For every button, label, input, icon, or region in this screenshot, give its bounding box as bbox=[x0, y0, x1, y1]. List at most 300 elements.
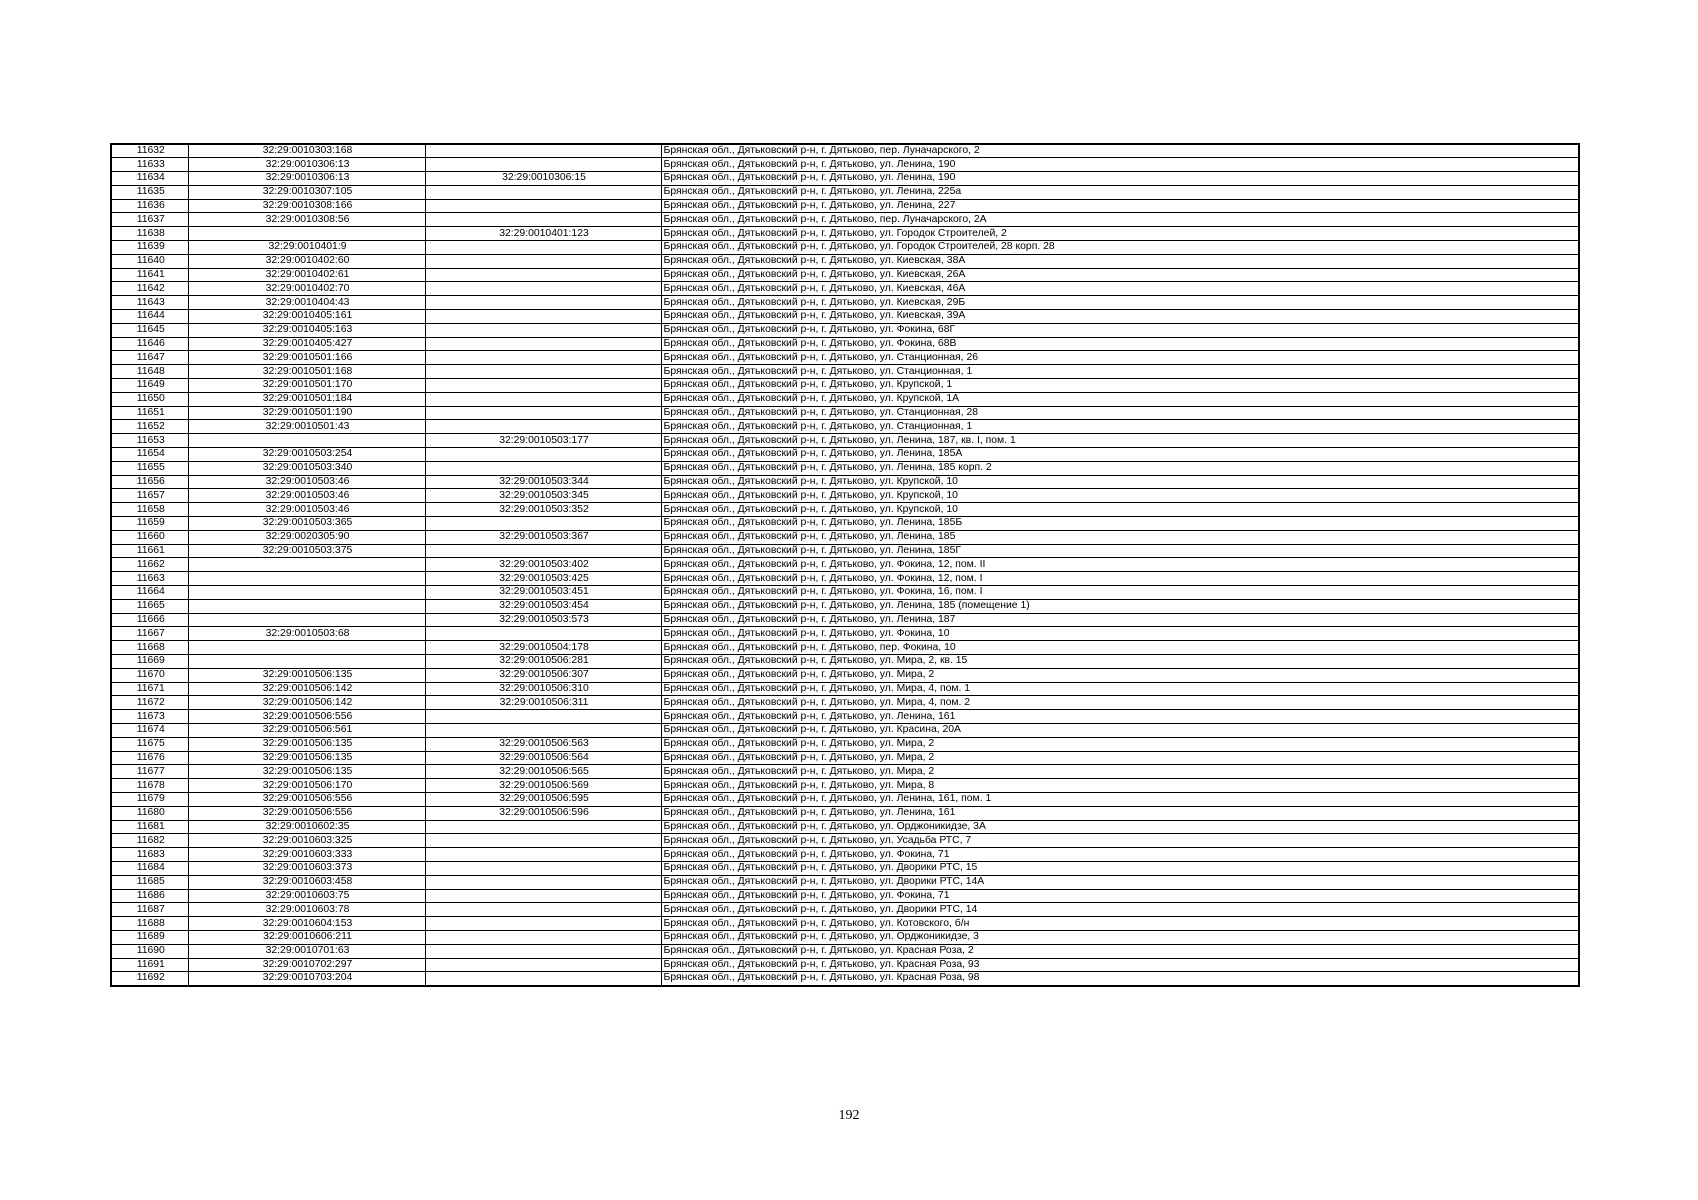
object-cadastral-number-cell bbox=[425, 365, 661, 379]
address-street: ул. Дворики РТС, 14 bbox=[879, 903, 978, 915]
address-street: ул. Киевская, 26А bbox=[879, 269, 966, 281]
address-prefix: Брянская обл., Дятьковский р-н, г. Дятьково, bbox=[663, 820, 880, 832]
row-number-cell: 11671 bbox=[111, 682, 188, 696]
address-cell bbox=[661, 848, 1579, 862]
address-cell bbox=[661, 627, 1579, 641]
address-street: ул. Ленина, 185 корп. 2 bbox=[879, 462, 992, 474]
address-cell bbox=[661, 903, 1579, 917]
address-street: ул. Мира, 8 bbox=[879, 779, 935, 791]
object-cadastral-number-cell: 32:29:0010503:451 bbox=[425, 586, 661, 600]
address-cell bbox=[661, 213, 1579, 227]
table-row bbox=[111, 599, 1579, 613]
object-cadastral-number-cell bbox=[425, 392, 661, 406]
cadastral-number-cell: 32:29:0010306:13 bbox=[188, 158, 425, 172]
table-row bbox=[111, 517, 1579, 531]
address-street: ул. Ленина, 225а bbox=[879, 186, 962, 198]
address-cell bbox=[661, 296, 1579, 310]
cadastral-number-cell: 32:29:0010503:46 bbox=[188, 503, 425, 517]
address-street: ул. Станционная, 28 bbox=[879, 407, 979, 419]
table-row bbox=[111, 834, 1579, 848]
address-street: ул. Ленина, 190 bbox=[879, 158, 956, 170]
object-cadastral-number-cell bbox=[425, 627, 661, 641]
cadastral-number-cell: 32:29:0010405:161 bbox=[188, 310, 425, 324]
row-number-cell: 11689 bbox=[111, 930, 188, 944]
row-number-cell: 11677 bbox=[111, 765, 188, 779]
address-prefix: Брянская обл., Дятьковский р-н, г. Дятьково, bbox=[663, 834, 880, 846]
address-street: ул. Киевская, 39А bbox=[879, 310, 966, 322]
address-street: ул. Красная Роза, 93 bbox=[879, 958, 980, 970]
cadastral-number-cell: 32:29:0010503:340 bbox=[188, 461, 425, 475]
row-number-cell: 11666 bbox=[111, 613, 188, 627]
cadastral-number-cell: 32:29:0010501:168 bbox=[188, 365, 425, 379]
object-cadastral-number-cell bbox=[425, 834, 661, 848]
registry-sheet bbox=[110, 143, 1578, 987]
cadastral-number-cell: 32:29:0020305:90 bbox=[188, 530, 425, 544]
address-prefix: Брянская обл., Дятьковский р-н, г. Дятьково, bbox=[663, 296, 880, 308]
cadastral-number-cell: 32:29:0010501:190 bbox=[188, 406, 425, 420]
table-row bbox=[111, 848, 1579, 862]
address-cell bbox=[661, 337, 1579, 351]
cadastral-number-cell: 32:29:0010506:142 bbox=[188, 696, 425, 710]
row-number-cell: 11683 bbox=[111, 848, 188, 862]
cadastral-number-cell: 32:29:0010702:297 bbox=[188, 958, 425, 972]
table-row bbox=[111, 696, 1579, 710]
address-cell bbox=[661, 544, 1579, 558]
address-street: ул. Ленина, 185 bbox=[879, 531, 956, 543]
row-number-cell: 11667 bbox=[111, 627, 188, 641]
address-prefix: Брянская обл., Дятьковский р-н, г. Дятьково, bbox=[663, 338, 880, 350]
cadastral-number-cell bbox=[188, 558, 425, 572]
table-row bbox=[111, 296, 1579, 310]
cadastral-number-cell: 32:29:0010306:13 bbox=[188, 172, 425, 186]
object-cadastral-number-cell bbox=[425, 323, 661, 337]
object-cadastral-number-cell bbox=[425, 448, 661, 462]
row-number-cell: 11690 bbox=[111, 944, 188, 958]
address-cell bbox=[661, 654, 1579, 668]
object-cadastral-number-cell bbox=[425, 268, 661, 282]
table-row bbox=[111, 199, 1579, 213]
table-row bbox=[111, 586, 1579, 600]
cadastral-number-cell: 32:29:0010308:56 bbox=[188, 213, 425, 227]
cadastral-number-cell: 32:29:0010405:427 bbox=[188, 337, 425, 351]
address-street: ул. Красная Роза, 98 bbox=[879, 972, 980, 984]
address-street: ул. Мира, 2 bbox=[879, 738, 935, 750]
address-prefix: Брянская обл., Дятьковский р-н, г. Дятьково, bbox=[663, 545, 880, 556]
cadastral-number-cell: 32:29:0010303:168 bbox=[188, 144, 425, 158]
object-cadastral-number-cell: 32:29:0010503:454 bbox=[425, 599, 661, 613]
table-row bbox=[111, 489, 1579, 503]
row-number-cell: 11658 bbox=[111, 503, 188, 517]
cadastral-number-cell: 32:29:0010506:561 bbox=[188, 723, 425, 737]
object-cadastral-number-cell bbox=[425, 199, 661, 213]
object-cadastral-number-cell bbox=[425, 461, 661, 475]
object-cadastral-number-cell: 32:29:0010506:564 bbox=[425, 751, 661, 765]
address-prefix: Брянская обл., Дятьковский р-н, г. Дятьково, bbox=[663, 600, 880, 612]
row-number-cell: 11633 bbox=[111, 158, 188, 172]
row-number-cell: 11685 bbox=[111, 875, 188, 889]
cadastral-number-cell: 32:29:0010606:211 bbox=[188, 930, 425, 944]
object-cadastral-number-cell bbox=[425, 337, 661, 351]
object-cadastral-number-cell bbox=[425, 351, 661, 365]
row-number-cell: 11663 bbox=[111, 572, 188, 586]
cadastral-number-cell bbox=[188, 227, 425, 241]
address-cell bbox=[661, 806, 1579, 820]
row-number-cell: 11639 bbox=[111, 241, 188, 255]
row-number-cell: 11644 bbox=[111, 310, 188, 324]
table-row bbox=[111, 682, 1579, 696]
address-prefix: Брянская обл., Дятьковский р-н, г. Дятьково, bbox=[663, 724, 880, 736]
cadastral-number-cell bbox=[188, 572, 425, 586]
address-prefix: Брянская обл., Дятьковский р-н, г. Дятьково, bbox=[663, 241, 880, 253]
row-number-cell: 11651 bbox=[111, 406, 188, 420]
object-cadastral-number-cell bbox=[425, 958, 661, 972]
address-street: ул. Ленина, 161 bbox=[879, 807, 956, 819]
row-number-cell: 11682 bbox=[111, 834, 188, 848]
cadastral-number-cell: 32:29:0010506:142 bbox=[188, 682, 425, 696]
object-cadastral-number-cell bbox=[425, 723, 661, 737]
object-cadastral-number-cell: 32:29:0010506:565 bbox=[425, 765, 661, 779]
cadastral-number-cell: 32:29:0010503:46 bbox=[188, 489, 425, 503]
cadastral-number-cell: 32:29:0010402:61 bbox=[188, 268, 425, 282]
cadastral-number-cell bbox=[188, 641, 425, 655]
address-prefix: Брянская обл., Дятьковский р-н, г. Дятьково, bbox=[663, 531, 880, 543]
table-row bbox=[111, 917, 1579, 931]
address-cell bbox=[661, 586, 1579, 600]
row-number-cell: 11641 bbox=[111, 268, 188, 282]
address-prefix: Брянская обл., Дятьковский р-н, г. Дятьково, bbox=[663, 186, 880, 198]
object-cadastral-number-cell: 32:29:0010503:573 bbox=[425, 613, 661, 627]
address-prefix: Брянская обл., Дятьковский р-н, г. Дятьково, bbox=[663, 738, 880, 750]
address-prefix: Брянская обл., Дятьковский р-н, г. Дятьково, bbox=[663, 255, 880, 267]
address-street: ул. Ленина, 185Г bbox=[879, 545, 961, 556]
table-row bbox=[111, 544, 1579, 558]
address-street: ул. Ленина, 161 bbox=[879, 710, 956, 722]
table-row bbox=[111, 158, 1579, 172]
row-number-cell: 11637 bbox=[111, 213, 188, 227]
address-street: ул. Мира, 4, пом. 2 bbox=[879, 696, 971, 708]
cadastral-number-cell: 32:29:0010506:556 bbox=[188, 806, 425, 820]
address-cell bbox=[661, 834, 1579, 848]
address-prefix: Брянская обл., Дятьковский р-н, г. Дятьково, bbox=[663, 669, 880, 681]
object-cadastral-number-cell bbox=[425, 544, 661, 558]
address-prefix: Брянская обл., Дятьковский р-н, г. Дятьково, bbox=[663, 655, 880, 667]
row-number-cell: 11659 bbox=[111, 517, 188, 531]
row-number-cell: 11691 bbox=[111, 958, 188, 972]
address-prefix: Брянская обл., Дятьковский р-н, г. Дятьково, bbox=[663, 765, 880, 777]
object-cadastral-number-cell bbox=[425, 861, 661, 875]
address-street: ул. Киевская, 38А bbox=[879, 255, 966, 267]
cadastral-number-cell: 32:29:0010603:78 bbox=[188, 903, 425, 917]
address-prefix: Брянская обл., Дятьковский р-н, г. Дятьково, bbox=[663, 517, 880, 529]
object-cadastral-number-cell: 32:29:0010503:425 bbox=[425, 572, 661, 586]
row-number-cell: 11656 bbox=[111, 475, 188, 489]
address-cell bbox=[661, 751, 1579, 765]
address-street: ул. Мира, 4, пом. 1 bbox=[879, 682, 971, 694]
cadastral-number-cell: 32:29:0010501:170 bbox=[188, 379, 425, 393]
object-cadastral-number-cell: 32:29:0010506:596 bbox=[425, 806, 661, 820]
table-row bbox=[111, 241, 1579, 255]
address-cell bbox=[661, 558, 1579, 572]
address-prefix: Брянская обл., Дятьковский р-н, г. Дятьково, bbox=[663, 420, 880, 432]
address-cell bbox=[661, 710, 1579, 724]
row-number-cell: 11679 bbox=[111, 792, 188, 806]
table-row bbox=[111, 213, 1579, 227]
object-cadastral-number-cell bbox=[425, 144, 661, 158]
row-number-cell: 11640 bbox=[111, 254, 188, 268]
row-number-cell: 11670 bbox=[111, 668, 188, 682]
address-prefix: Брянская обл., Дятьковский р-н, г. Дятьково, bbox=[663, 282, 880, 294]
address-cell bbox=[661, 489, 1579, 503]
object-cadastral-number-cell bbox=[425, 296, 661, 310]
address-prefix: Брянская обл., Дятьковский р-н, г. Дятьково, bbox=[663, 779, 880, 791]
row-number-cell: 11655 bbox=[111, 461, 188, 475]
address-cell bbox=[661, 379, 1579, 393]
table-row bbox=[111, 958, 1579, 972]
address-prefix: Брянская обл., Дятьковский р-н, г. Дятьково, bbox=[663, 972, 880, 984]
address-street: ул. Мира, 2 bbox=[879, 751, 935, 763]
address-prefix: Брянская обл., Дятьковский р-н, г. Дятьково, bbox=[663, 379, 880, 391]
address-prefix: Брянская обл., Дятьковский р-н, г. Дятьково, bbox=[663, 807, 880, 819]
address-prefix: Брянская обл., Дятьковский р-н, г. Дятьково, bbox=[663, 462, 880, 474]
object-cadastral-number-cell bbox=[425, 710, 661, 724]
row-number-cell: 11665 bbox=[111, 599, 188, 613]
row-number-cell: 11645 bbox=[111, 323, 188, 337]
cadastral-number-cell: 32:29:0010503:68 bbox=[188, 627, 425, 641]
address-prefix: Брянская обл., Дятьковский р-н, г. Дятьково, bbox=[663, 696, 880, 708]
cadastral-number-cell: 32:29:0010701:63 bbox=[188, 944, 425, 958]
row-number-cell: 11688 bbox=[111, 917, 188, 931]
address-cell bbox=[661, 158, 1579, 172]
address-prefix: Брянская обл., Дятьковский р-н, г. Дятьково, bbox=[663, 489, 880, 501]
row-number-cell: 11686 bbox=[111, 889, 188, 903]
address-cell bbox=[661, 613, 1579, 627]
object-cadastral-number-cell bbox=[425, 185, 661, 199]
page-number: 192 bbox=[838, 1108, 860, 1123]
cadastral-number-cell: 32:29:0010604:153 bbox=[188, 917, 425, 931]
address-prefix: Брянская обл., Дятьковский р-н, г. Дятьково, bbox=[663, 558, 880, 570]
cadastral-number-cell bbox=[188, 434, 425, 448]
table-row bbox=[111, 751, 1579, 765]
table-row bbox=[111, 475, 1579, 489]
address-street: ул. Городок Строителей, 2 bbox=[879, 227, 1007, 239]
address-cell bbox=[661, 365, 1579, 379]
table-row bbox=[111, 972, 1579, 986]
address-prefix: Брянская обл., Дятьковский р-н, г. Дятьково, bbox=[663, 503, 880, 515]
address-prefix: Брянская обл., Дятьковский р-н, г. Дятьково, bbox=[663, 848, 880, 860]
address-street: ул. Городок Строителей, 28 корп. 28 bbox=[879, 241, 1055, 253]
address-prefix: Брянская обл., Дятьковский р-н, г. Дятьково, bbox=[663, 917, 880, 929]
object-cadastral-number-cell: 32:29:0010506:595 bbox=[425, 792, 661, 806]
address-prefix: Брянская обл., Дятьковский р-н, г. Дятьково, bbox=[663, 324, 880, 336]
address-cell bbox=[661, 792, 1579, 806]
address-street: ул. Ленина, 185А bbox=[879, 448, 963, 460]
row-number-cell: 11652 bbox=[111, 420, 188, 434]
object-cadastral-number-cell: 32:29:0010503:402 bbox=[425, 558, 661, 572]
address-street: ул. Фокина, 12, пом. I bbox=[879, 572, 983, 584]
address-cell bbox=[661, 254, 1579, 268]
address-cell bbox=[661, 668, 1579, 682]
address-street: ул. Фокина, 68Г bbox=[879, 324, 956, 336]
address-cell bbox=[661, 503, 1579, 517]
object-cadastral-number-cell: 32:29:0010401:123 bbox=[425, 227, 661, 241]
address-street: ул. Киевская, 29Б bbox=[879, 296, 966, 308]
object-cadastral-number-cell: 32:29:0010506:569 bbox=[425, 779, 661, 793]
cadastral-number-cell: 32:29:0010506:135 bbox=[188, 765, 425, 779]
table-row bbox=[111, 668, 1579, 682]
address-prefix: Брянская обл., Дятьковский р-н, г. Дятьково, bbox=[663, 710, 880, 722]
object-cadastral-number-cell bbox=[425, 310, 661, 324]
address-cell bbox=[661, 282, 1579, 296]
address-prefix: Брянская обл., Дятьковский р-н, г. Дятьково, bbox=[663, 200, 880, 212]
address-street: ул. Усадьба РТС, 7 bbox=[879, 834, 972, 846]
address-cell bbox=[661, 461, 1579, 475]
address-cell bbox=[661, 199, 1579, 213]
object-cadastral-number-cell bbox=[425, 241, 661, 255]
row-number-cell: 11646 bbox=[111, 337, 188, 351]
address-street: ул. Фокина, 12, пом. II bbox=[879, 558, 986, 570]
object-cadastral-number-cell bbox=[425, 820, 661, 834]
row-number-cell: 11643 bbox=[111, 296, 188, 310]
registry-table bbox=[110, 143, 1580, 987]
address-street: пер. Фокина, 10 bbox=[879, 641, 956, 653]
address-prefix: Брянская обл., Дятьковский р-н, г. Дятьково, bbox=[663, 476, 880, 488]
table-row bbox=[111, 392, 1579, 406]
table-row bbox=[111, 282, 1579, 296]
row-number-cell: 11661 bbox=[111, 544, 188, 558]
row-number-cell: 11649 bbox=[111, 379, 188, 393]
table-row bbox=[111, 792, 1579, 806]
address-prefix: Брянская обл., Дятьковский р-н, г. Дятьково, bbox=[663, 572, 880, 584]
table-row bbox=[111, 448, 1579, 462]
address-street: ул. Станционная, 1 bbox=[879, 365, 973, 377]
cadastral-number-cell: 32:29:0010307:105 bbox=[188, 185, 425, 199]
object-cadastral-number-cell: 32:29:0010503:345 bbox=[425, 489, 661, 503]
table-row bbox=[111, 889, 1579, 903]
address-street: ул. Крупской, 10 bbox=[879, 503, 958, 515]
address-prefix: Брянская обл., Дятьковский р-н, г. Дятьково, bbox=[663, 876, 880, 888]
table-row bbox=[111, 903, 1579, 917]
table-row bbox=[111, 930, 1579, 944]
address-street: пер. Луначарского, 2А bbox=[879, 213, 987, 225]
table-row bbox=[111, 351, 1579, 365]
address-prefix: Брянская обл., Дятьковский р-н, г. Дятьково, bbox=[663, 158, 880, 170]
address-prefix: Брянская обл., Дятьковский р-н, г. Дятьково, bbox=[663, 862, 880, 874]
object-cadastral-number-cell bbox=[425, 848, 661, 862]
object-cadastral-number-cell: 32:29:0010503:177 bbox=[425, 434, 661, 448]
object-cadastral-number-cell bbox=[425, 379, 661, 393]
address-prefix: Брянская обл., Дятьковский р-н, г. Дятьково, bbox=[663, 613, 880, 625]
cadastral-number-cell bbox=[188, 654, 425, 668]
table-row bbox=[111, 310, 1579, 324]
table-row bbox=[111, 558, 1579, 572]
address-street: ул. Мира, 2 bbox=[879, 669, 935, 681]
row-number-cell: 11672 bbox=[111, 696, 188, 710]
row-number-cell: 11669 bbox=[111, 654, 188, 668]
address-street: ул. Фокина, 71 bbox=[879, 848, 950, 860]
row-number-cell: 11684 bbox=[111, 861, 188, 875]
address-cell bbox=[661, 351, 1579, 365]
row-number-cell: 11634 bbox=[111, 172, 188, 186]
address-cell bbox=[661, 144, 1579, 158]
object-cadastral-number-cell bbox=[425, 903, 661, 917]
row-number-cell: 11674 bbox=[111, 723, 188, 737]
row-number-cell: 11687 bbox=[111, 903, 188, 917]
address-street: ул. Ленина, 187 bbox=[879, 613, 956, 625]
row-number-cell: 11653 bbox=[111, 434, 188, 448]
row-number-cell: 11673 bbox=[111, 710, 188, 724]
cadastral-number-cell: 32:29:0010603:373 bbox=[188, 861, 425, 875]
address-cell bbox=[661, 241, 1579, 255]
row-number-cell: 11657 bbox=[111, 489, 188, 503]
table-row bbox=[111, 641, 1579, 655]
address-cell bbox=[661, 530, 1579, 544]
cadastral-number-cell: 32:29:0010401:9 bbox=[188, 241, 425, 255]
address-prefix: Брянская обл., Дятьковский р-н, г. Дятьково, bbox=[663, 365, 880, 377]
address-street: ул. Красина, 20А bbox=[879, 724, 961, 736]
address-cell bbox=[661, 227, 1579, 241]
row-number-cell: 11692 bbox=[111, 972, 188, 986]
table-row bbox=[111, 765, 1579, 779]
row-number-cell: 11680 bbox=[111, 806, 188, 820]
object-cadastral-number-cell bbox=[425, 917, 661, 931]
address-cell bbox=[661, 779, 1579, 793]
cadastral-number-cell: 32:29:0010602:35 bbox=[188, 820, 425, 834]
address-cell bbox=[661, 972, 1579, 986]
address-prefix: Брянская обл., Дятьковский р-н, г. Дятьково, bbox=[663, 172, 880, 184]
row-number-cell: 11635 bbox=[111, 185, 188, 199]
address-street: пер. Луначарского, 2 bbox=[879, 145, 980, 157]
address-street: ул. Станционная, 1 bbox=[879, 420, 973, 432]
address-street: ул. Киевская, 46А bbox=[879, 282, 966, 294]
address-street: ул. Красная Роза, 2 bbox=[879, 945, 974, 957]
address-cell bbox=[661, 420, 1579, 434]
address-street: ул. Мира, 2, кв. 15 bbox=[879, 655, 968, 667]
object-cadastral-number-cell bbox=[425, 213, 661, 227]
table-row bbox=[111, 530, 1579, 544]
address-street: ул. Ленина, 185Б bbox=[879, 517, 963, 529]
address-cell bbox=[661, 875, 1579, 889]
cadastral-number-cell: 32:29:0010501:184 bbox=[188, 392, 425, 406]
cadastral-number-cell: 32:29:0010405:163 bbox=[188, 323, 425, 337]
row-number-cell: 11660 bbox=[111, 530, 188, 544]
address-prefix: Брянская обл., Дятьковский р-н, г. Дятьково, bbox=[663, 351, 880, 363]
table-row bbox=[111, 461, 1579, 475]
address-street: ул. Фокина, 16, пом. I bbox=[879, 586, 983, 598]
address-street: ул. Дворики РТС, 14А bbox=[879, 876, 985, 888]
row-number-cell: 11681 bbox=[111, 820, 188, 834]
table-row bbox=[111, 337, 1579, 351]
cadastral-number-cell: 32:29:0010501:166 bbox=[188, 351, 425, 365]
address-cell bbox=[661, 944, 1579, 958]
registry-table-body bbox=[111, 144, 1579, 986]
cadastral-number-cell bbox=[188, 586, 425, 600]
address-cell bbox=[661, 268, 1579, 282]
cadastral-number-cell: 32:29:0010603:325 bbox=[188, 834, 425, 848]
table-row bbox=[111, 627, 1579, 641]
address-street: ул. Крупской, 1А bbox=[879, 393, 960, 405]
object-cadastral-number-cell bbox=[425, 420, 661, 434]
row-number-cell: 11678 bbox=[111, 779, 188, 793]
row-number-cell: 11638 bbox=[111, 227, 188, 241]
object-cadastral-number-cell bbox=[425, 517, 661, 531]
table-row bbox=[111, 503, 1579, 517]
address-prefix: Брянская обл., Дятьковский р-н, г. Дятьково, bbox=[663, 627, 880, 639]
object-cadastral-number-cell: 32:29:0010506:311 bbox=[425, 696, 661, 710]
cadastral-number-cell: 32:29:0010308:166 bbox=[188, 199, 425, 213]
address-street: ул. Ленина, 187, кв. I, пом. 1 bbox=[879, 434, 1016, 446]
cadastral-number-cell: 32:29:0010506:135 bbox=[188, 668, 425, 682]
address-street: ул. Крупской, 10 bbox=[879, 476, 958, 488]
